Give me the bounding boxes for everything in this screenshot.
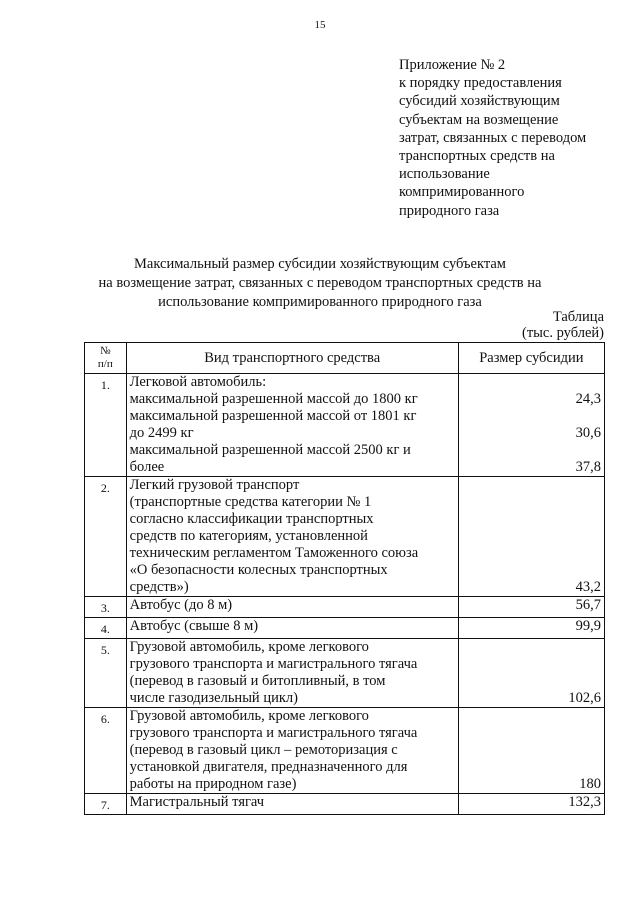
- vehicle-type: [126, 597, 458, 618]
- vehicle-type-line: согласно классификации транспортных: [129, 511, 374, 527]
- vehicle-type-line: Легковой автомобиль:: [129, 374, 267, 390]
- amount-line: [462, 442, 601, 459]
- vehicle-type-line: (перевод в газовый и битопливный, в том: [129, 673, 386, 689]
- row-number: 6.: [85, 708, 127, 794]
- amount-line: [462, 742, 601, 759]
- table-label: Таблица: [552, 309, 604, 325]
- subsidy-amount: [458, 618, 604, 639]
- vehicle-type: [126, 708, 458, 794]
- table-row: [85, 597, 605, 618]
- vehicle-type-line: Магистральный тягач: [129, 794, 265, 810]
- amount-line: [462, 408, 601, 425]
- page-number: 15: [314, 19, 326, 31]
- heading-line: Максимальный размер субсидии хозяйствующим субъектам: [134, 256, 506, 272]
- vehicle-type-line: работы на природном газе): [129, 776, 297, 792]
- header-num-line2: п/п: [97, 358, 113, 370]
- appendix-line: затрат, связанных с переводом: [399, 129, 587, 146]
- document-heading: [0, 255, 640, 312]
- vehicle-type-line: до 2499 кг: [129, 425, 194, 441]
- amount-line: 102,6: [568, 690, 601, 706]
- amount-line: 56,7: [575, 597, 601, 613]
- amount-line: 43,2: [575, 579, 601, 595]
- subsidy-amount: [458, 708, 604, 794]
- amount-line: [462, 759, 601, 776]
- row-number: 2.: [85, 477, 127, 597]
- table-row: [85, 374, 605, 477]
- appendix-title: Приложение № 2: [399, 57, 506, 73]
- amount-line: [462, 545, 601, 562]
- header-type: Вид транспортного средства: [126, 343, 458, 374]
- amount-line: [462, 511, 601, 528]
- appendix-line: использование: [399, 166, 490, 183]
- row-number: 7.: [85, 794, 127, 815]
- amount-line: 24,3: [575, 391, 601, 407]
- vehicle-type-line: (транспортные средства категории № 1: [129, 494, 372, 510]
- amount-line: 180: [579, 776, 601, 792]
- appendix-line: к порядку предоставления: [399, 75, 562, 92]
- amount-line: 132,3: [568, 794, 601, 810]
- table-header-row: [85, 343, 605, 374]
- table-row: [85, 477, 605, 597]
- vehicle-type: [126, 618, 458, 639]
- subsidy-amount: [458, 477, 604, 597]
- amount-line: [462, 656, 601, 673]
- table-row: [85, 794, 605, 815]
- vehicle-type-line: техническим регламентом Таможенного союза: [129, 545, 419, 561]
- units-label: (тыс. рублей): [522, 325, 604, 341]
- subsidy-amount: [458, 597, 604, 618]
- subsidy-amount: [458, 639, 604, 708]
- vehicle-type: [126, 477, 458, 597]
- header-amount: Размер субсидии: [458, 343, 604, 374]
- appendix-line: природного газа: [399, 202, 500, 219]
- vehicle-type-line: установкой двигателя, предназначенного для: [129, 759, 408, 775]
- vehicle-type-line: более: [129, 459, 165, 475]
- vehicle-type: [126, 374, 458, 477]
- amount-line: [462, 494, 601, 511]
- vehicle-type: [126, 639, 458, 708]
- vehicle-type-line: максимальной разрешенной массой 2500 кг и: [129, 442, 411, 458]
- header-num: [85, 343, 127, 374]
- row-number: 4.: [85, 618, 127, 639]
- vehicle-type-line: максимальной разрешенной массой от 1801 кг: [129, 408, 417, 424]
- vehicle-type-line: средств»): [129, 579, 189, 595]
- vehicle-type: [126, 794, 458, 815]
- vehicle-type-line: Легкий грузовой транспорт: [129, 477, 300, 493]
- vehicle-type-line: (перевод в газовый цикл – ремоторизация с: [129, 742, 398, 758]
- vehicle-type-line: числе газодизельный цикл): [129, 690, 298, 706]
- subsidy-table: [84, 342, 605, 815]
- amount-line: 37,8: [575, 459, 601, 475]
- amount-line: 99,9: [575, 618, 601, 634]
- header-num-line1: №: [100, 345, 111, 357]
- amount-line: [462, 528, 601, 545]
- vehicle-type-line: Автобус (свыше 8 м): [129, 618, 259, 634]
- appendix-line: субсидий хозяйствующим: [399, 93, 560, 110]
- subsidy-amount: [458, 794, 604, 815]
- vehicle-type-line: грузового транспорта и магистрального тягача: [129, 725, 418, 741]
- amount-line: [462, 477, 601, 494]
- amount-line: [462, 708, 601, 725]
- amount-line: 30,6: [575, 425, 601, 441]
- appendix-block: [399, 56, 629, 220]
- appendix-line: компримированного: [399, 184, 525, 201]
- vehicle-type-line: «О безопасности колесных транспортных: [129, 562, 388, 578]
- row-number: 1.: [85, 374, 127, 477]
- heading-line: использование компримированного природного газа: [158, 294, 482, 310]
- amount-line: [462, 639, 601, 656]
- vehicle-type-line: максимальной разрешенной массой до 1800 кг: [129, 391, 418, 407]
- amount-line: [462, 725, 601, 742]
- vehicle-type-line: Грузовой автомобиль, кроме легкового: [129, 708, 369, 724]
- amount-line: [462, 562, 601, 579]
- amount-line: [462, 673, 601, 690]
- heading-line: на возмещение затрат, связанных с переводом транспортных средств на: [98, 275, 542, 291]
- appendix-line: субъектам на возмещение: [399, 111, 559, 128]
- vehicle-type-line: средств по категориям, установленной: [129, 528, 368, 544]
- table-row: [85, 708, 605, 794]
- subsidy-amount: [458, 374, 604, 477]
- vehicle-type-line: Автобус (до 8 м): [129, 597, 233, 613]
- appendix-line: транспортных средств на: [399, 148, 555, 165]
- table-row: [85, 639, 605, 708]
- vehicle-type-line: грузового транспорта и магистрального тягача: [129, 656, 418, 672]
- amount-line: [462, 374, 601, 391]
- table-row: [85, 618, 605, 639]
- row-number: 5.: [85, 639, 127, 708]
- vehicle-type-line: Грузовой автомобиль, кроме легкового: [129, 639, 369, 655]
- row-number: 3.: [85, 597, 127, 618]
